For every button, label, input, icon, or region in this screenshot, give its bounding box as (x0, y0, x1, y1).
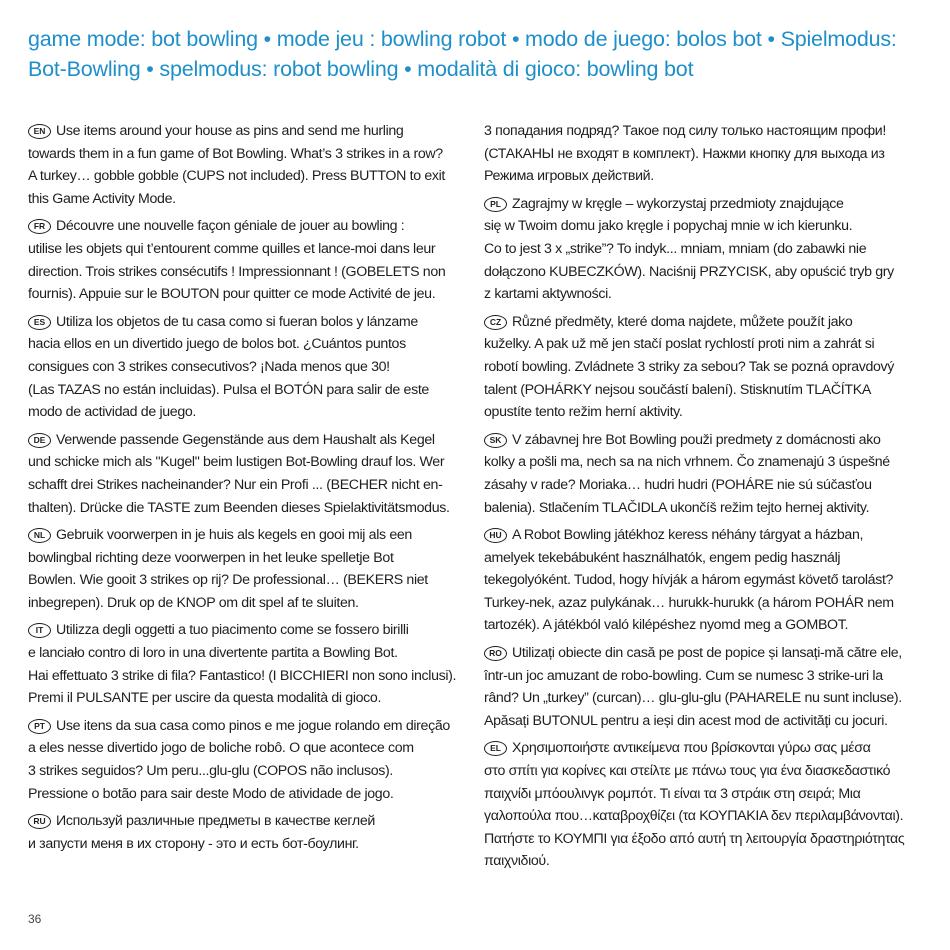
text-line: dołączono KUBECZKÓW). Naciśnij PRZYCISK, aby opuścić tryb gry (484, 263, 894, 280)
language-badge-de-icon: DE (28, 433, 51, 448)
language-badge-es-icon: ES (28, 315, 51, 330)
text-line: się w Twoim domu jako kręgle i popychaj mnie w ich kierunku. (484, 218, 853, 235)
language-badge-ru-icon: RU (28, 814, 51, 829)
text-line: hacia ellos en un divertido juego de bolos bot. ¿Cuántos puntos (28, 336, 406, 353)
language-badge-el-icon: EL (484, 741, 507, 756)
paragraph-sk (484, 429, 924, 519)
text-line: a eles nesse divertido jogo de boliche robô. O que acontece com (28, 740, 414, 757)
text-line: (Las TAZAS no están incluidas). Pulsa el BOTÓN para salir de este (28, 381, 429, 398)
paragraph-pl (484, 193, 924, 306)
text-line: consigues con 3 strikes consecutivos? ¡Nada menos que 30! (28, 358, 390, 375)
text-line: στο σπίτι για κορίνες και στείλτε με πάνω τους για ένα διασκεδαστικό (484, 763, 891, 780)
text-line: schafft drei Strikes nacheinander? Nur ein Profi ... (BECHER nicht en- (28, 476, 443, 493)
paragraph-el (484, 737, 924, 873)
text-line: zásahy v rade? Moriaka… hudri hudri (POHÁRE nie sú súčasťou (484, 476, 872, 493)
text-line: Verwende passende Gegenstände aus dem Haushalt als Kegel (56, 431, 435, 448)
text-line: Use itens da sua casa como pinos e me jogue rolando em direção (56, 717, 450, 734)
text-line: γαλοπούλα που…καταβροχθίζει (τα ΚΟΥΠΑΚΙΑ δεν περιλαμβάνονται). (484, 808, 904, 825)
language-badge-cz-icon: CZ (484, 315, 507, 330)
text-line: direction. Trois strikes consécutifs ! Impressionnant ! (GOBELETS non (28, 263, 446, 280)
paragraph-cz (484, 311, 924, 424)
page-title: game mode: bot bowling • mode jeu : bowling robot • modo de juego: bolos bot • Spielmodus: Bot-Bowling • spelmodus: robot bowling • modalità di gioco: bowling bot (28, 27, 897, 81)
text-line: kolky a pošli ma, nech sa na nich vrhnem. Čo znamenajú 3 úspešné (484, 454, 890, 471)
paragraph-ro (484, 642, 924, 732)
language-badge-pt-icon: PT (28, 719, 51, 734)
paragraph-it (28, 619, 458, 709)
paragraph-en (28, 120, 458, 210)
text-line: Hai effettuato 3 strike di fila? Fantastico! (I BICCHIERI non sono inclusi). (28, 667, 457, 684)
language-badge-hu-icon: HU (484, 528, 507, 543)
paragraph-ru (28, 810, 458, 855)
language-badge-pl-icon: PL (484, 197, 507, 212)
language-badge-nl-icon: NL (28, 528, 51, 543)
text-line: Turkey-nek, azaz pulykának… hurukk-hurukk (a három POHÁR nem (484, 594, 894, 611)
text-line: V zábavnej hre Bot Bowling použi predmety z domácnosti ako (512, 431, 881, 448)
text-line: utilise les objets qui t’entourent comme quilles et lance-moi dans leur (28, 240, 436, 257)
language-badge-sk-icon: SK (484, 433, 507, 448)
page-number: 36 (28, 912, 42, 926)
text-line: amelyek tekebábuként használhatók, engem pedig használj (484, 549, 841, 566)
language-badge-it-icon: IT (28, 623, 51, 638)
paragraph-pt (28, 715, 458, 805)
language-badge-en-icon: EN (28, 124, 51, 139)
text-line: tekegolyóként. Tudod, hogy hívják a három egymást követő tarolást? (484, 572, 894, 589)
paragraph-es (28, 311, 458, 424)
text-line: bowlingbal richting deze voorwerpen in het leuke spelletje Bot (28, 549, 394, 566)
text-line: 3 попадания подряд? Такое под силу только настоящим профи! (484, 123, 886, 139)
text-line: this Game Activity Mode. (28, 190, 176, 207)
text-line: Use items around your house as pins and send me hurling (56, 123, 404, 139)
text-line: und schicke mich als "Kugel" beim lustigen Bot-Bowling drauf los. Wer (28, 454, 445, 471)
text-line: Co to jest 3 x „strike”? To indyk... mniam, mniam (do zabawki nie (484, 240, 867, 257)
text-line: z kartami aktywności. (484, 286, 612, 303)
text-line: e lanciało contro di loro in una divertente partita a Bowling Bot. (28, 645, 398, 662)
text-line: Premi il PULSANTE per uscire da questa modalità di gioco. (28, 690, 382, 707)
text-line: kuželky. A pak už mě jen stačí poslat rychlostí proti nim a zahrát si (484, 336, 875, 353)
language-badge-ro-icon: RO (484, 646, 507, 661)
text-line: talent (POHÁRKY nejsou součástí balení). Stisknutím TLAČÍTKA (484, 381, 871, 398)
text-line: fournis). Appuie sur le BOUTON pour quitter ce mode Activité de jeu. (28, 286, 436, 303)
paragraph-fr (28, 215, 458, 305)
left-column (28, 120, 458, 860)
text-line: Apăsați BUTONUL pentru a ieși din acest mod de activități cu jocuri. (484, 712, 888, 729)
text-line: Různé předměty, které doma najdete, můžete použít jako (512, 313, 853, 330)
text-line: A Robot Bowling játékhoz keress néhány tárgyat a házban, (512, 527, 864, 544)
text-line: Pressione o botão para sair deste Modo de atividade de jogo. (28, 785, 394, 802)
text-line: и запусти меня в их сторону - это и есть бот-боулинг. (28, 835, 359, 852)
text-line: Используй различные предметы в качестве кеглей (56, 813, 375, 830)
paragraph-ru-continued (484, 120, 924, 188)
text-line: Utilizați obiecte din casă pe post de popice și lansați-mă către ele, (512, 645, 902, 662)
text-line: Gebruik voorwerpen in je huis als kegels en gooi mij als een (56, 527, 412, 544)
text-line: Режима игровых действий. (484, 168, 654, 185)
text-line: Zagrajmy w kręgle – wykorzystaj przedmioty znajdujące (512, 195, 844, 212)
right-column (484, 120, 924, 878)
text-line: opustíte tento režim herní aktivity. (484, 404, 683, 421)
text-line: Utilizza degli oggetti a tuo piacimento come se fossero birilli (56, 622, 409, 639)
text-line: într-un joc amuzant de robo-bowling. Cum se numesc 3 strike-uri la (484, 667, 883, 684)
text-line: thalten). Drücke die TASTE zum Beenden dieses Spielaktivitätsmodus. (28, 499, 450, 516)
text-line: Utiliza los objetos de tu casa como si fueran bolos y lánzame (56, 313, 418, 330)
text-line: (СТАКАНЫ не входят в комплект). Нажми кнопку для выхода из (484, 145, 885, 162)
paragraph-hu (484, 524, 924, 637)
text-line: tartozék). A játékból való kilépéshez nyomd meg a GOMBOT. (484, 617, 849, 634)
text-line: rând? Un „turkey” (curcan)… glu-glu-glu (PAHARELE nu sunt incluse). (484, 690, 902, 707)
text-line: modo de actividad de juego. (28, 404, 197, 421)
text-line: παιχνιδιού. (484, 853, 550, 870)
text-line: A turkey… gobble gobble (CUPS not included). Press BUTTON to exit (28, 168, 445, 185)
text-line: παιχνίδι μπόουλινγκ ρομπότ. Τι είναι τα 3 στράικ στη σειρά; Μια (484, 785, 861, 802)
paragraph-de (28, 429, 458, 519)
language-badge-fr-icon: FR (28, 219, 51, 234)
text-line: Bowlen. Wie gooit 3 strikes op rij? De professional… (BEKERS niet (28, 572, 428, 589)
text-line: Πατήστε το ΚΟΥΜΠΙ για έξοδο από αυτή τη λειτουργία δραστηριότητας (484, 830, 905, 847)
text-line: balenia). Stlačením TLAČIDLA ukončíš režim tejto hernej aktivity. (484, 499, 870, 516)
text-line: Χρησιμοποιήστε αντικείμενα που βρίσκονται γύρω σας μέσα (512, 740, 871, 757)
text-line: robotí bowling. Zvládnete 3 striky za sebou? Tak se pozná opravdový (484, 358, 895, 375)
text-line: Découvre une nouvelle façon géniale de jouer au bowling : (56, 218, 405, 235)
text-line: towards them in a fun game of Bot Bowling. What’s 3 strikes in a row? (28, 145, 443, 162)
paragraph-nl (28, 524, 458, 614)
text-line: inbegrepen). Druk op de KNOP om dit spel af te sluiten. (28, 594, 359, 611)
text-line: 3 strikes seguidos? Um peru...glu-glu (COPOS não inclusos). (28, 763, 393, 780)
